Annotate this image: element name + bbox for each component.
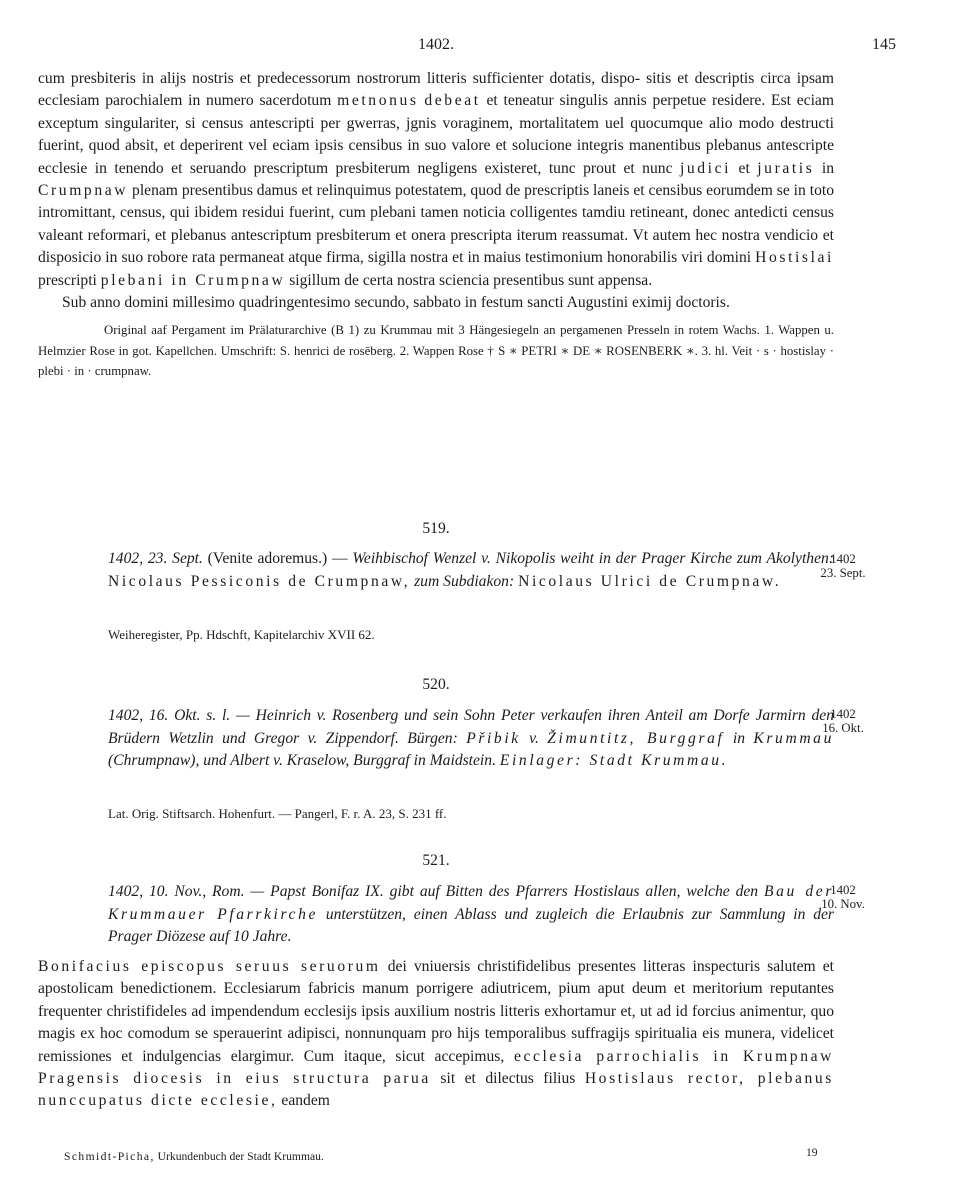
margin-year: 1402 [830,883,856,897]
margin-day: 16. Okt. [822,721,864,735]
spaced-text: Nicolaus Pessiconis de Crumpnaw, [108,572,411,590]
regest-text: 1402, 10. Nov., Rom. — Papst Bonifaz IX. gibt auf Bitten des Pfarrers Hostislaus allen, welche den [108,883,764,900]
regest-text: in [724,729,754,747]
text-run: plenam presentibus damus et relinquimus potestatem, quod de prescriptis laneis et censibus eorumdem se in toto intromittant, census, qui ibidem residui fuerint, cum plebani tamen noticia colligentes tamdiu retineant, donec antedicti census valeant reformari, et plebanus antescriptum presbiterum et onera prescripta iterum reassumat. Vt autem hec nostra vendicio et disposicio in suo robore rata permaneat atque firma, sigilla nostra et in maius testimonium honorabilis viri domini [38,182,834,267]
spaced-text: Nicolaus Ulrici de Crumpnaw. [518,572,782,590]
spaced-text: metnonus [337,92,419,110]
margin-year: 1402 [830,707,856,721]
sheet-number: 19 [806,1146,818,1159]
signature-title: Urkundenbuch der Stadt Krummau. [154,1150,324,1163]
spaced-text: Žimuntitz, Burggraf [547,729,725,747]
text-line: cum presbiteris in alijs nostris et predecessorum nostrorum litteris sufficienter dotatis, dispo- [38,70,641,87]
doc-number-521: 521. [422,852,450,869]
signature-author: Schmidt-Picha, [64,1150,155,1163]
spaced-text: Bonifacius episcopus seruus seruorum [38,958,381,975]
spaced-text: Einlager: Stadt Krummau. [499,752,729,770]
regest-text: zum Subdiakon: [410,572,519,590]
margin-year: 1402 [830,552,856,566]
text-run: eandem [277,1092,330,1110]
regest-date: 1402, 23. Sept. [108,550,203,567]
regest-text: (Chrumpnaw), und Albert v. Kraselow, Burggraf in Maidstein. [108,752,500,770]
text-run: sit et dilectus filius [430,1070,585,1088]
regest-text: 1402, 16. Okt. s. l. — Heinrich v. Rosenberg und sein Sohn Peter verkaufen ihren Anteil am Dorfe Jarmirn den Brüdern Wetzlin und Gregor v. Zippendorf. Bürgen: [108,707,834,747]
doc-number-519: 519. [422,520,450,537]
page-number: 145 [872,36,896,53]
spaced-text: judici [679,159,732,177]
archival-note: Original aaf Pergament im Prälaturarchive (B 1) zu Krummau mit 3 Hängesiegeln an pergamenen Presseln in rotem Wachs. 1. Wappen u. Helmzier Rose in got. Kapellchen. Umschrift: S. henrici de rosēberg. 2. Wappen Rose † S ∗ PETRI ∗ DE ∗ ROSENBERK ∗. 3. hl. Veit · s · hostislay · plebi · in · crumpnaw. [38,323,834,379]
regest-text: Weihbischof Wenzel v. Nikopolis weiht in der Prager Kirche zum Akolythen: [352,550,834,567]
spaced-text: Krummau [753,729,834,747]
margin-day: 10. Nov. [821,897,865,911]
margin-date-521 [808,883,878,911]
text-run: (Venite adoremus.) — [202,550,353,567]
regest-521 [108,881,834,949]
source-520: Lat. Orig. Stiftsarch. Hohenfurt. — Pangerl, F. r. A. 23, S. 231 ff. [108,806,447,821]
regest-519 [108,548,834,593]
running-header [38,36,896,58]
spaced-text: Přibik [466,729,521,747]
text-run: et teneatur singulis annis perpetue residere. Est eciam exceptum singulariter, si census antescripti per gwerras, jgnis voraginem, mortalitatem uel quocumque alio modo destructi fuerint, quod absit, et deperirent vel eciam ipsis censibus in suo valore et solucione integris manentibus plebanus antescripte ecclesie in tenendo et seruando prescriptum presbiterum negligens existeret, tunc prout et nunc [38,92,834,177]
doc518-text [38,68,834,382]
spaced-text: Hostislai [755,249,834,267]
regest-520 [108,705,834,773]
spaced-text: Crumpnaw [38,182,129,200]
regest-text: unterstützen, einen Ablass und zugleich die Erlaubnis zur Sammlung in der Prager Diözese auf 10 Jahre. [108,905,834,946]
text-run: sigillum de certa nostra sciencia presentibus sunt appensa. [285,271,653,289]
spaced-text: Hostislaus rector, plebanus nunccupatus dicte ecclesie, [38,1070,834,1110]
text-run: dei vniuersis christifidelibus presentes litteras inspecturis salutem et apostolicam benedictionem. Ecclesiarum fabricis manum porrigere adiutricem, pium aput deum et meritorium reputantes frequenter christifideles ad impendendum ecclesijs ipsis auxilium nostris litteris exhortamur et, ut ad id forcius animentur, quo magis ex hoc comodum se sperauerint adipisci, nonnunquam pro hijs temporalibus suffragijs spiritualia eis munera, videlicet remissiones et indulgencias elargimur. Cum itaque, sicut accepimus, [38,958,834,1065]
header-year: 1402. [418,36,454,53]
text-line: sitis et descriptis circa ipsam ecclesiam parochialem in numero sacerdotum [38,70,834,110]
doc-number-520: 520. [422,676,450,693]
margin-day: 23. Sept. [820,566,866,580]
text-run: in [814,159,834,177]
regest-text: v. [520,729,548,747]
spaced-text: plebani in Crumpnaw [100,271,286,289]
doc521-text [38,956,834,1113]
publication-signature [64,1150,324,1163]
margin-date-520 [808,707,878,735]
spaced-text: juratis [757,159,815,177]
margin-date-519 [808,552,878,580]
source-519: Weiheregister, Pp. Hdschft, Kapitelarchiv XVII 62. [108,627,375,642]
spaced-text: debeat [424,92,481,110]
dating-line: Sub anno domini millesimo quadringentesimo secundo, sabbato in festum sancti Augustini eximij doctoris. [62,294,730,312]
doc518-body [38,68,834,292]
text-run: prescripti [38,271,101,289]
text-run: et [731,159,758,177]
spaced-text: ecclesia parrochialis in Krumpnaw Pragensis diocesis in eius structura parua [38,1047,834,1088]
spaced-text: Bau der Krummauer Pfarrkirche [108,883,834,923]
